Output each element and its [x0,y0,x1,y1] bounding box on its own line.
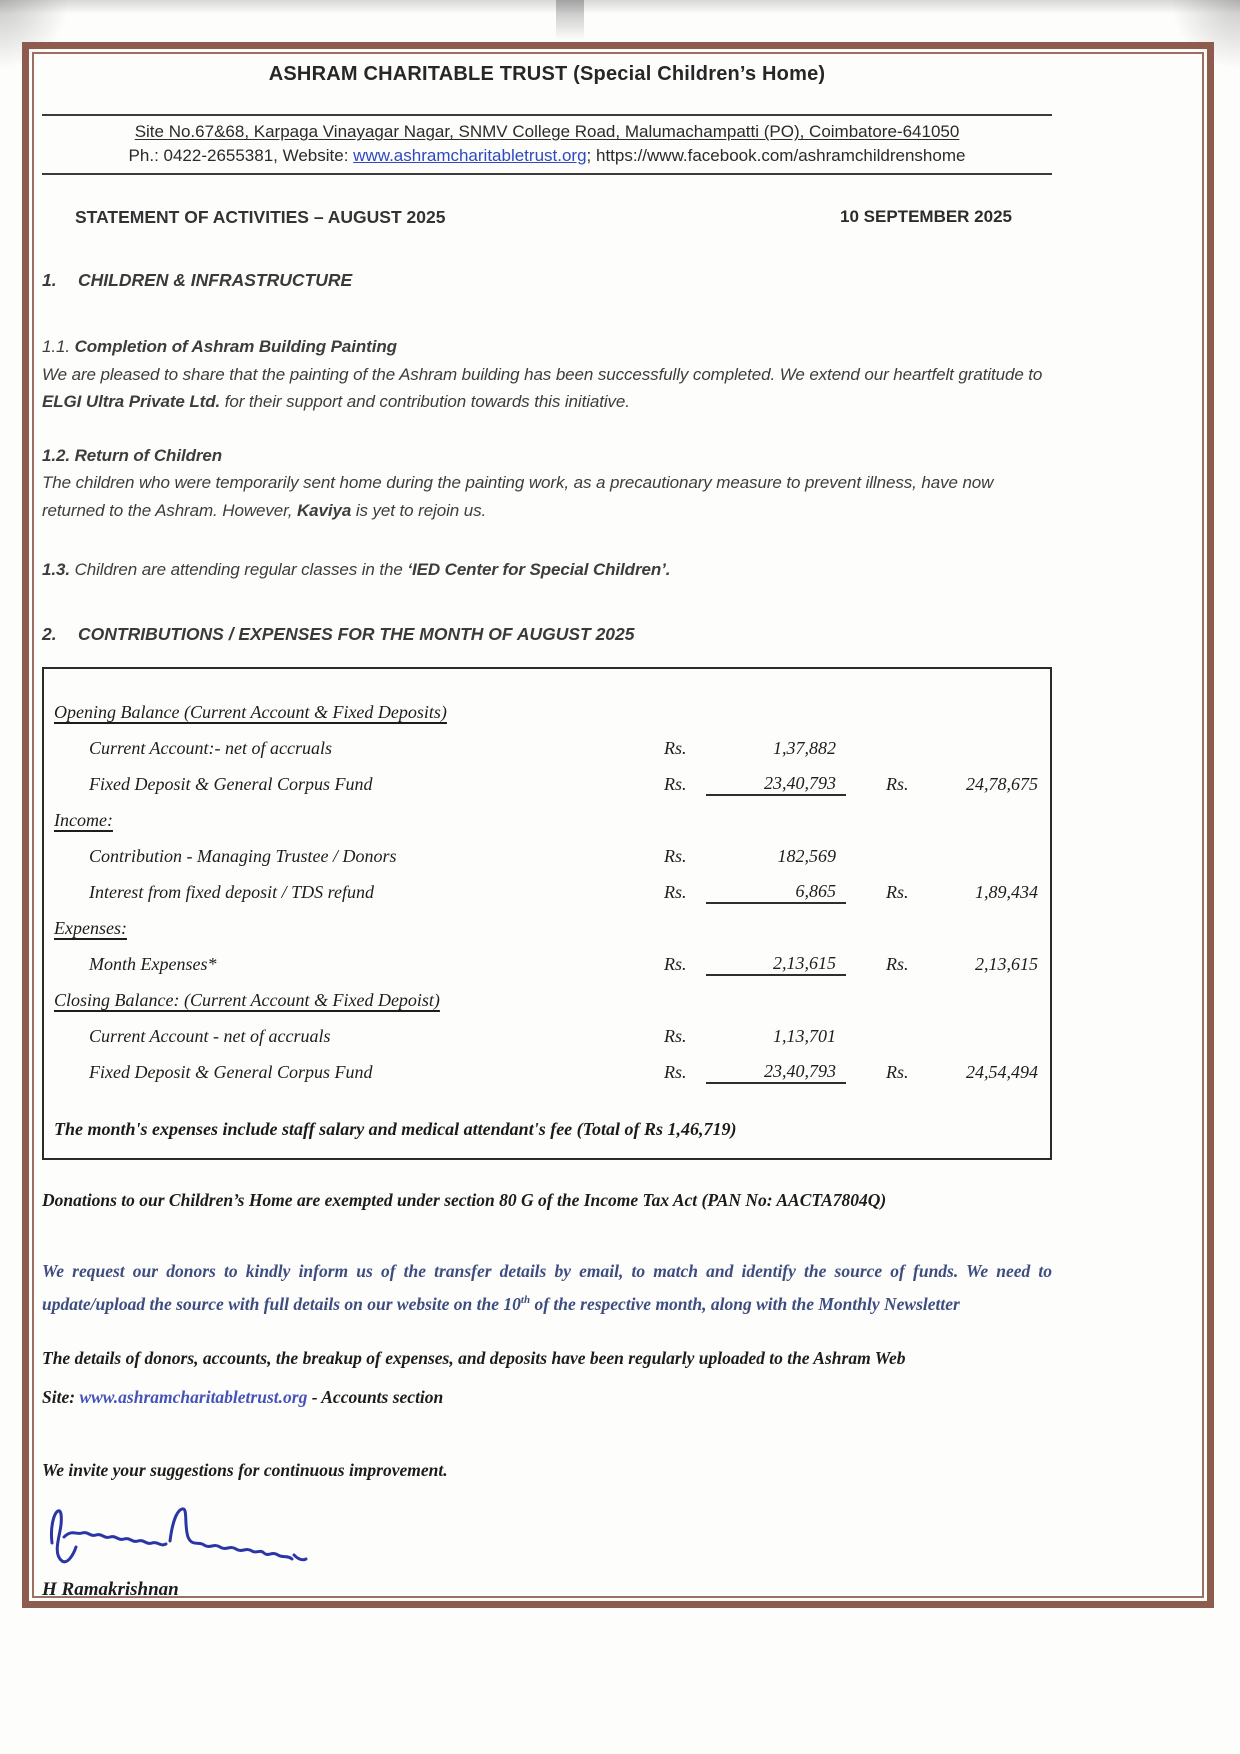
trust-contact-line [42,144,1052,168]
statement-header-row [42,207,1052,228]
currency-label: Rs. [664,882,687,902]
para-1-2-text-2: is yet to rejoin us. [351,500,487,520]
statement-date: 10 SEPTEMBER 2025 [840,207,1012,226]
currency-label: Rs. [664,1062,687,1082]
row-label: Opening Balance (Current Account & Fixed Deposits) [54,702,447,722]
amount-col1: 182,569 [777,846,836,866]
currency-label: Rs. [886,882,909,902]
section-1-number: 1. [42,270,57,290]
para-1-2 [42,442,1052,525]
statement-table [42,667,1052,1160]
amount-col2: 24,54,494 [966,1062,1038,1082]
row-label: Current Account:- net of accruals [89,738,332,758]
para-1-1-text-2: for their support and contribution towards this initiative. [220,392,630,411]
currency-label: Rs. [886,954,909,974]
para-1-1-body [42,361,1052,416]
table-section-heading [44,803,1050,839]
amount-col2: 24,78,675 [966,774,1038,794]
table-row [44,1019,1050,1055]
signature [42,1497,1052,1579]
section-2-heading [42,624,1052,645]
para-1-2-number: 1.2. [42,445,70,465]
row-label: Income: [54,810,113,830]
row-label: Month Expenses* [89,954,217,974]
upload-details-note: The details of donors, accounts, the breakup of expenses, and deposits have been regularly uploaded to the Ashram Web [42,1348,906,1369]
phone-label: Ph.: 0422-2655381, Website: [128,146,354,165]
amount-col1: 23,40,793 [706,773,846,796]
table-row [44,731,1050,767]
statement-title: STATEMENT OF ACTIVITIES – AUGUST 2025 [75,207,446,227]
ordinal-suffix: th [520,1293,531,1306]
signature-scribble-icon [42,1497,322,1577]
amount-col2: 2,13,615 [975,954,1038,974]
para-1-1-title: Completion of Ashram Building Painting [74,337,397,356]
table-row [44,839,1050,875]
amount-col1: 6,865 [706,881,846,904]
page-title: ASHRAM CHARITABLE TRUST (Special Children’s Home) [268,63,826,85]
amount-col1: 23,40,793 [706,1061,846,1084]
para-1-1-number: 1.1. [42,337,70,356]
amount-col2: 1,89,434 [975,882,1038,902]
para-1-2-title: Return of Children [74,445,223,465]
para-1-3-bold-text: ‘IED Center for Special Children’. [407,560,671,579]
table-section-heading [44,695,1050,731]
table-note: The month's expenses include staff salary and medical attendant's fee (Total of Rs 1,46,719) [54,1118,737,1139]
para-1-3 [42,556,1052,584]
row-label: Contribution - Managing Trustee / Donors [89,846,397,866]
row-label: Closing Balance: (Current Account & Fixed Depoist) [54,990,440,1010]
table-row [44,767,1050,803]
para-1-1 [42,333,1052,416]
row-label: Interest from fixed deposit / TDS refund [89,882,374,902]
document-content [42,55,1052,1601]
trust-address [42,120,1052,144]
currency-label: Rs. [886,774,909,794]
table-section-heading [44,983,1050,1019]
tax-exemption-note: Donations to our Children’s Home are exempted under section 80 G of the Income Tax Act (PAN No: AACTA7804Q) [42,1189,887,1210]
para-1-2-text: The children who were temporarily sent home during the painting work, as a precautionary measure to prevent illness, have now returned to the Ashram. However, [42,473,994,520]
section-1-heading [42,270,1052,291]
para-1-3-text: Children are attending regular classes in the [74,560,408,579]
section-2-number: 2. [42,623,57,644]
para-1-2-body [42,469,1052,524]
section-1-title: CHILDREN & INFRASTRUCTURE [78,270,353,290]
donor-request-note [42,1257,1052,1319]
currency-label: Rs. [664,774,687,794]
currency-label: Rs. [664,954,687,974]
table-row [44,947,1050,983]
currency-label: Rs. [886,1062,909,1082]
donor-request-text: We request our donors to kindly inform us of the transfer details by email, to match and identify the source of funds. We need to update/upload the source with full details on our website on the 10 [42,1260,1052,1314]
amount-col1: 1,37,882 [773,738,836,758]
social-url: ; https://www.facebook.com/ashramchildrenshome [586,146,966,165]
donor-request-text-2: of the respective month, along with the Monthly Newsletter [530,1293,960,1314]
suggestions-invite: We invite your suggestions for continuous improvement. [42,1460,448,1481]
site-prefix: Site: [42,1387,80,1408]
row-label: Fixed Deposit & General Corpus Fund [89,774,373,794]
scan-edge-shadow [0,0,1240,14]
signatory-name: H Ramakrishnan [42,1579,179,1601]
site-suffix: - Accounts section [307,1387,444,1408]
para-1-2-heading [42,442,1052,470]
row-label: Fixed Deposit & General Corpus Fund [89,1062,373,1082]
address-text: Site No.67&68, Karpaga Vinayagar Nagar, SNMV College Road, Malumachampatti (PO), Coimbatore-641050 [134,122,960,141]
para-1-1-text: We are pleased to share that the painting of the Ashram building has been successfully completed. We extend our heartfelt gratitude to [42,364,1043,384]
amount-col1: 2,13,615 [706,953,846,976]
currency-label: Rs. [664,1026,687,1046]
amount-col1: 1,13,701 [773,1026,836,1046]
section-2-title: CONTRIBUTIONS / EXPENSES FOR THE MONTH OF AUGUST 2025 [78,623,635,644]
table-section-heading [44,911,1050,947]
table-row [44,1055,1050,1091]
letterhead-contact-band [42,114,1052,175]
currency-label: Rs. [664,846,687,866]
website-reference-line [42,1383,1052,1412]
para-1-1-heading [42,333,1052,361]
para-1-1-bold-text: ELGI Ultra Private Ltd. [42,392,221,411]
para-1-2-bold-text: Kaviya [296,500,352,520]
para-1-3-number: 1.3. [42,560,70,579]
table-row [44,875,1050,911]
row-label: Current Account - net of accruals [89,1026,331,1046]
row-label: Expenses: [54,918,127,938]
scan-streak [556,0,584,40]
accounts-site-link[interactable]: www.ashramcharitabletrust.org [79,1387,308,1408]
currency-label: Rs. [664,738,687,758]
website-link[interactable]: www.ashramcharitabletrust.org [353,146,587,165]
